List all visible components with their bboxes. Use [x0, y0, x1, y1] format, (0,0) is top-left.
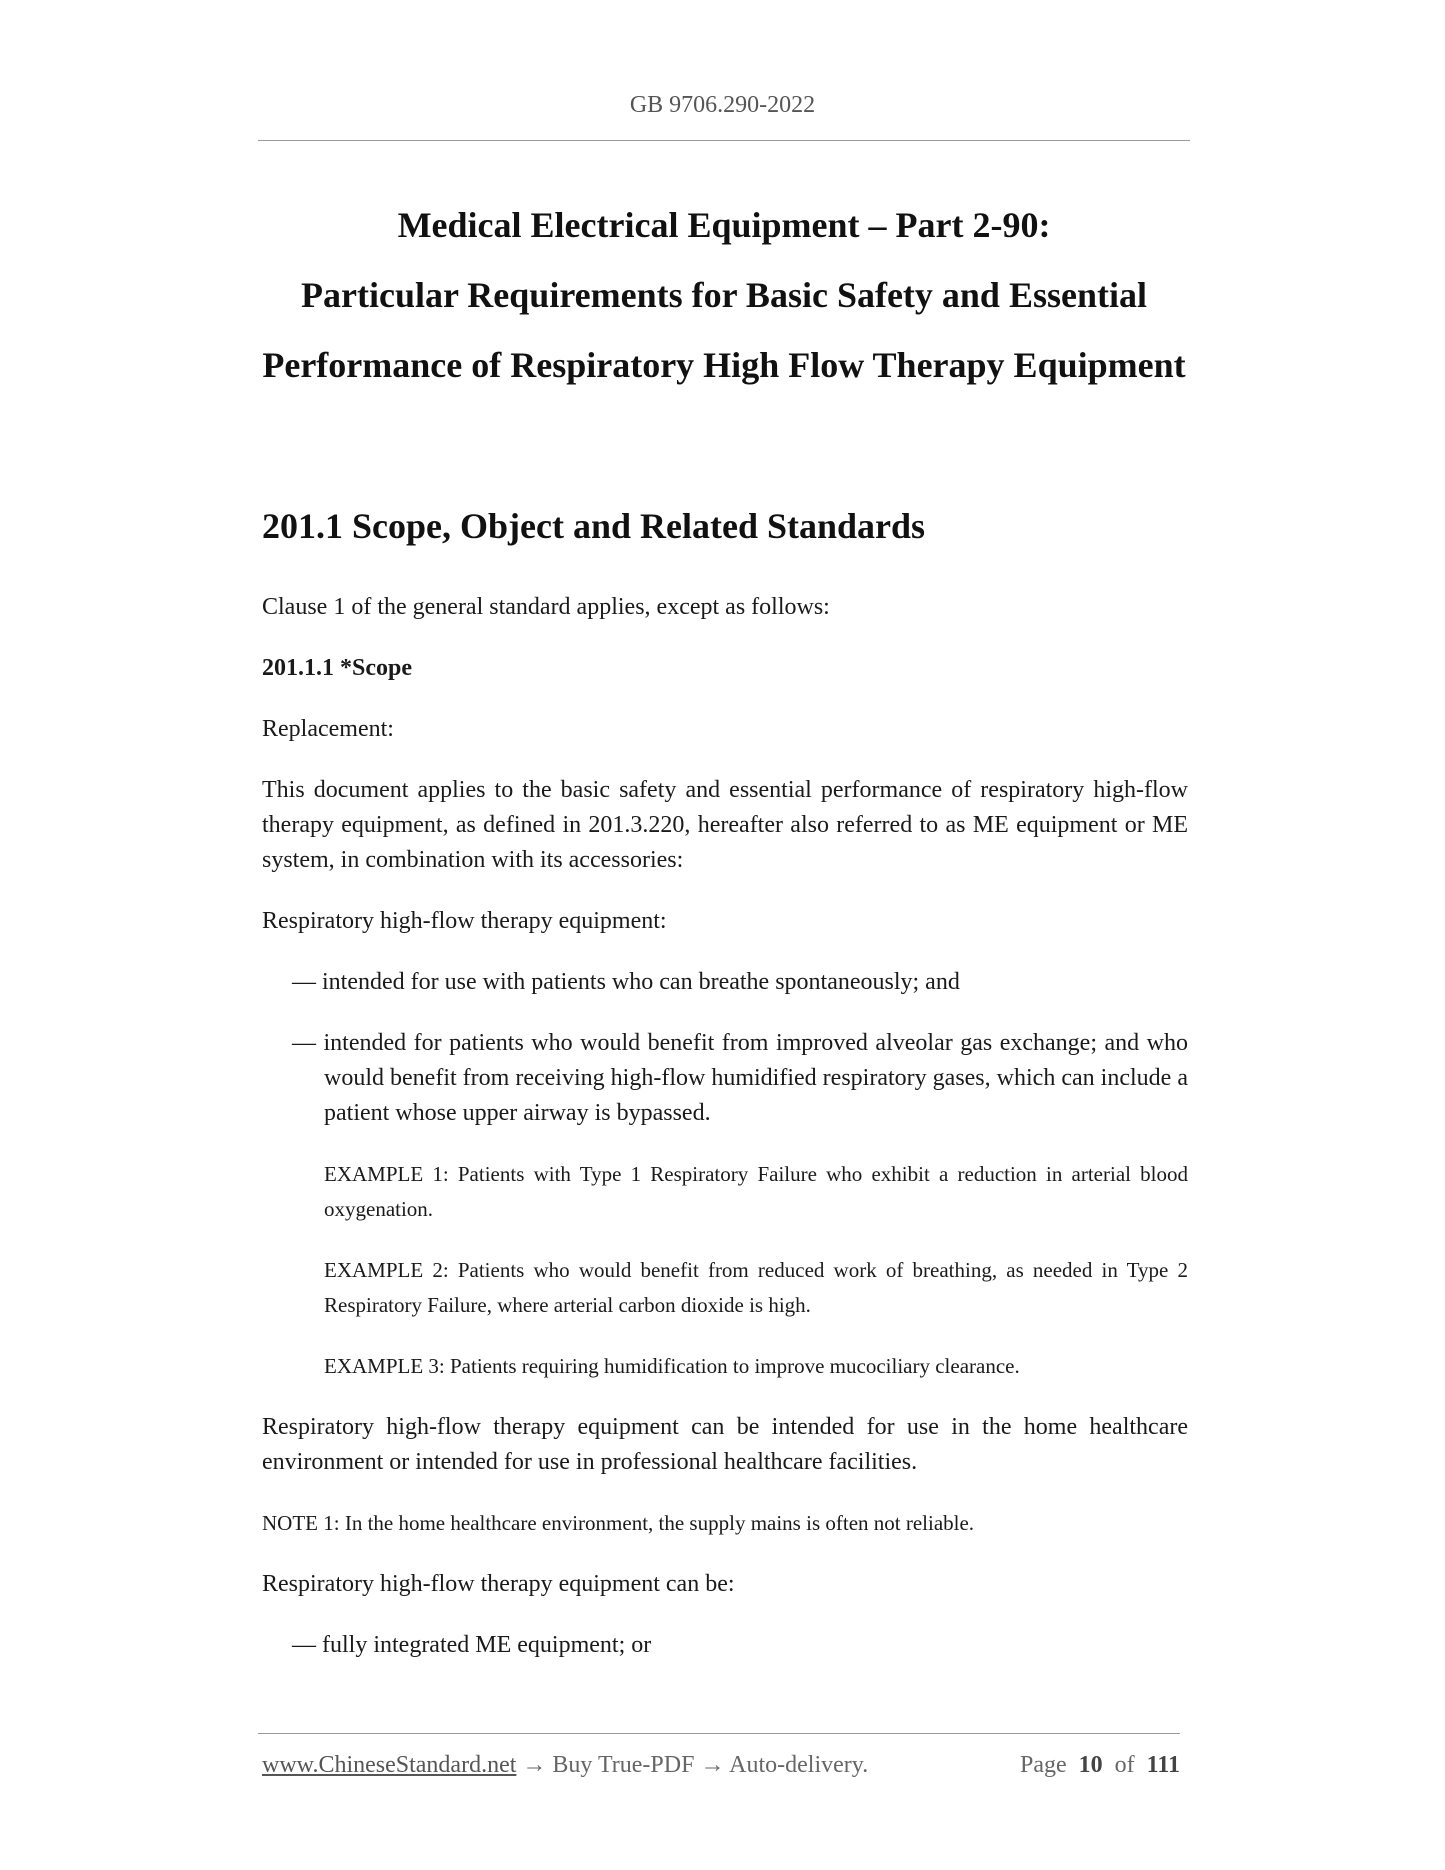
example-1: EXAMPLE 1: Patients with Type 1 Respiratory Failure who exhibit a reduction in arterial blood oxygenation. — [324, 1162, 1188, 1221]
arrow-right-icon: → — [522, 1752, 547, 1778]
current-page: 10 — [1078, 1752, 1103, 1778]
page-label: Page — [1019, 1752, 1067, 1778]
footer-divider — [258, 1733, 1180, 1734]
header-divider — [258, 140, 1190, 141]
page-number — [1020, 1752, 1180, 1779]
note-1: NOTE 1: In the home healthcare environment, the supply mains is often not reliable. — [262, 1511, 975, 1535]
of-label: of — [1114, 1752, 1135, 1778]
arrow-right-icon: → — [700, 1752, 725, 1778]
page-body — [262, 498, 1188, 1689]
total-pages: 111 — [1146, 1752, 1180, 1778]
intro-paragraph: Clause 1 of the general standard applies, except as follows: — [262, 594, 830, 620]
equipment-paragraph: Respiratory high-flow therapy equipment: — [262, 908, 667, 934]
buy-text: Buy True-PDF — [552, 1752, 695, 1778]
list-item: — fully integrated ME equipment; or — [292, 1632, 652, 1658]
replacement-label: Replacement: — [262, 716, 394, 742]
title-line-1: Medical Electrical Equipment – Part 2-90: — [397, 205, 1051, 245]
example-2: EXAMPLE 2: Patients who would benefit from reduced work of breathing, as needed in Type 2 Respiratory Failure, where arterial carbon dioxide is high. — [324, 1258, 1188, 1317]
delivery-text: Auto-delivery. — [729, 1752, 869, 1778]
title-line-3: Performance of Respiratory High Flow Therapy Equipment — [262, 345, 1186, 385]
footer-promo — [262, 1752, 868, 1779]
environment-paragraph: Respiratory high-flow therapy equipment can be intended for use in the home healthcare environment or intended for use in professional healthcare facilities. — [262, 1414, 1188, 1475]
list-item: — intended for patients who would benefit from improved alveolar gas exchange; and who would benefit from receiving high-flow humidified respiratory gases, which can include a patient whose upper airway is bypassed. — [292, 1030, 1188, 1126]
list-item: — intended for use with patients who can breathe spontaneously; and — [292, 969, 960, 995]
example-3: EXAMPLE 3: Patients requiring humidification to improve mucociliary clearance. — [324, 1354, 1020, 1378]
site-link[interactable]: www.ChineseStandard.net — [262, 1752, 517, 1778]
title-line-2: Particular Requirements for Basic Safety and Essential — [301, 275, 1147, 315]
running-header: GB 9706.290-2022 — [629, 92, 816, 118]
document-title — [258, 190, 1190, 400]
scope-paragraph: This document applies to the basic safety and essential performance of respiratory high-flow therapy equipment, as defined in 201.3.220, hereafter also referred to as ME equipment or ME system, in combination with its accessories: — [262, 777, 1188, 873]
section-heading: 201.1 Scope, Object and Related Standards — [262, 506, 926, 546]
subsection-heading: 201.1.1 *Scope — [262, 655, 412, 681]
can-be-paragraph: Respiratory high-flow therapy equipment can be: — [262, 1571, 735, 1597]
